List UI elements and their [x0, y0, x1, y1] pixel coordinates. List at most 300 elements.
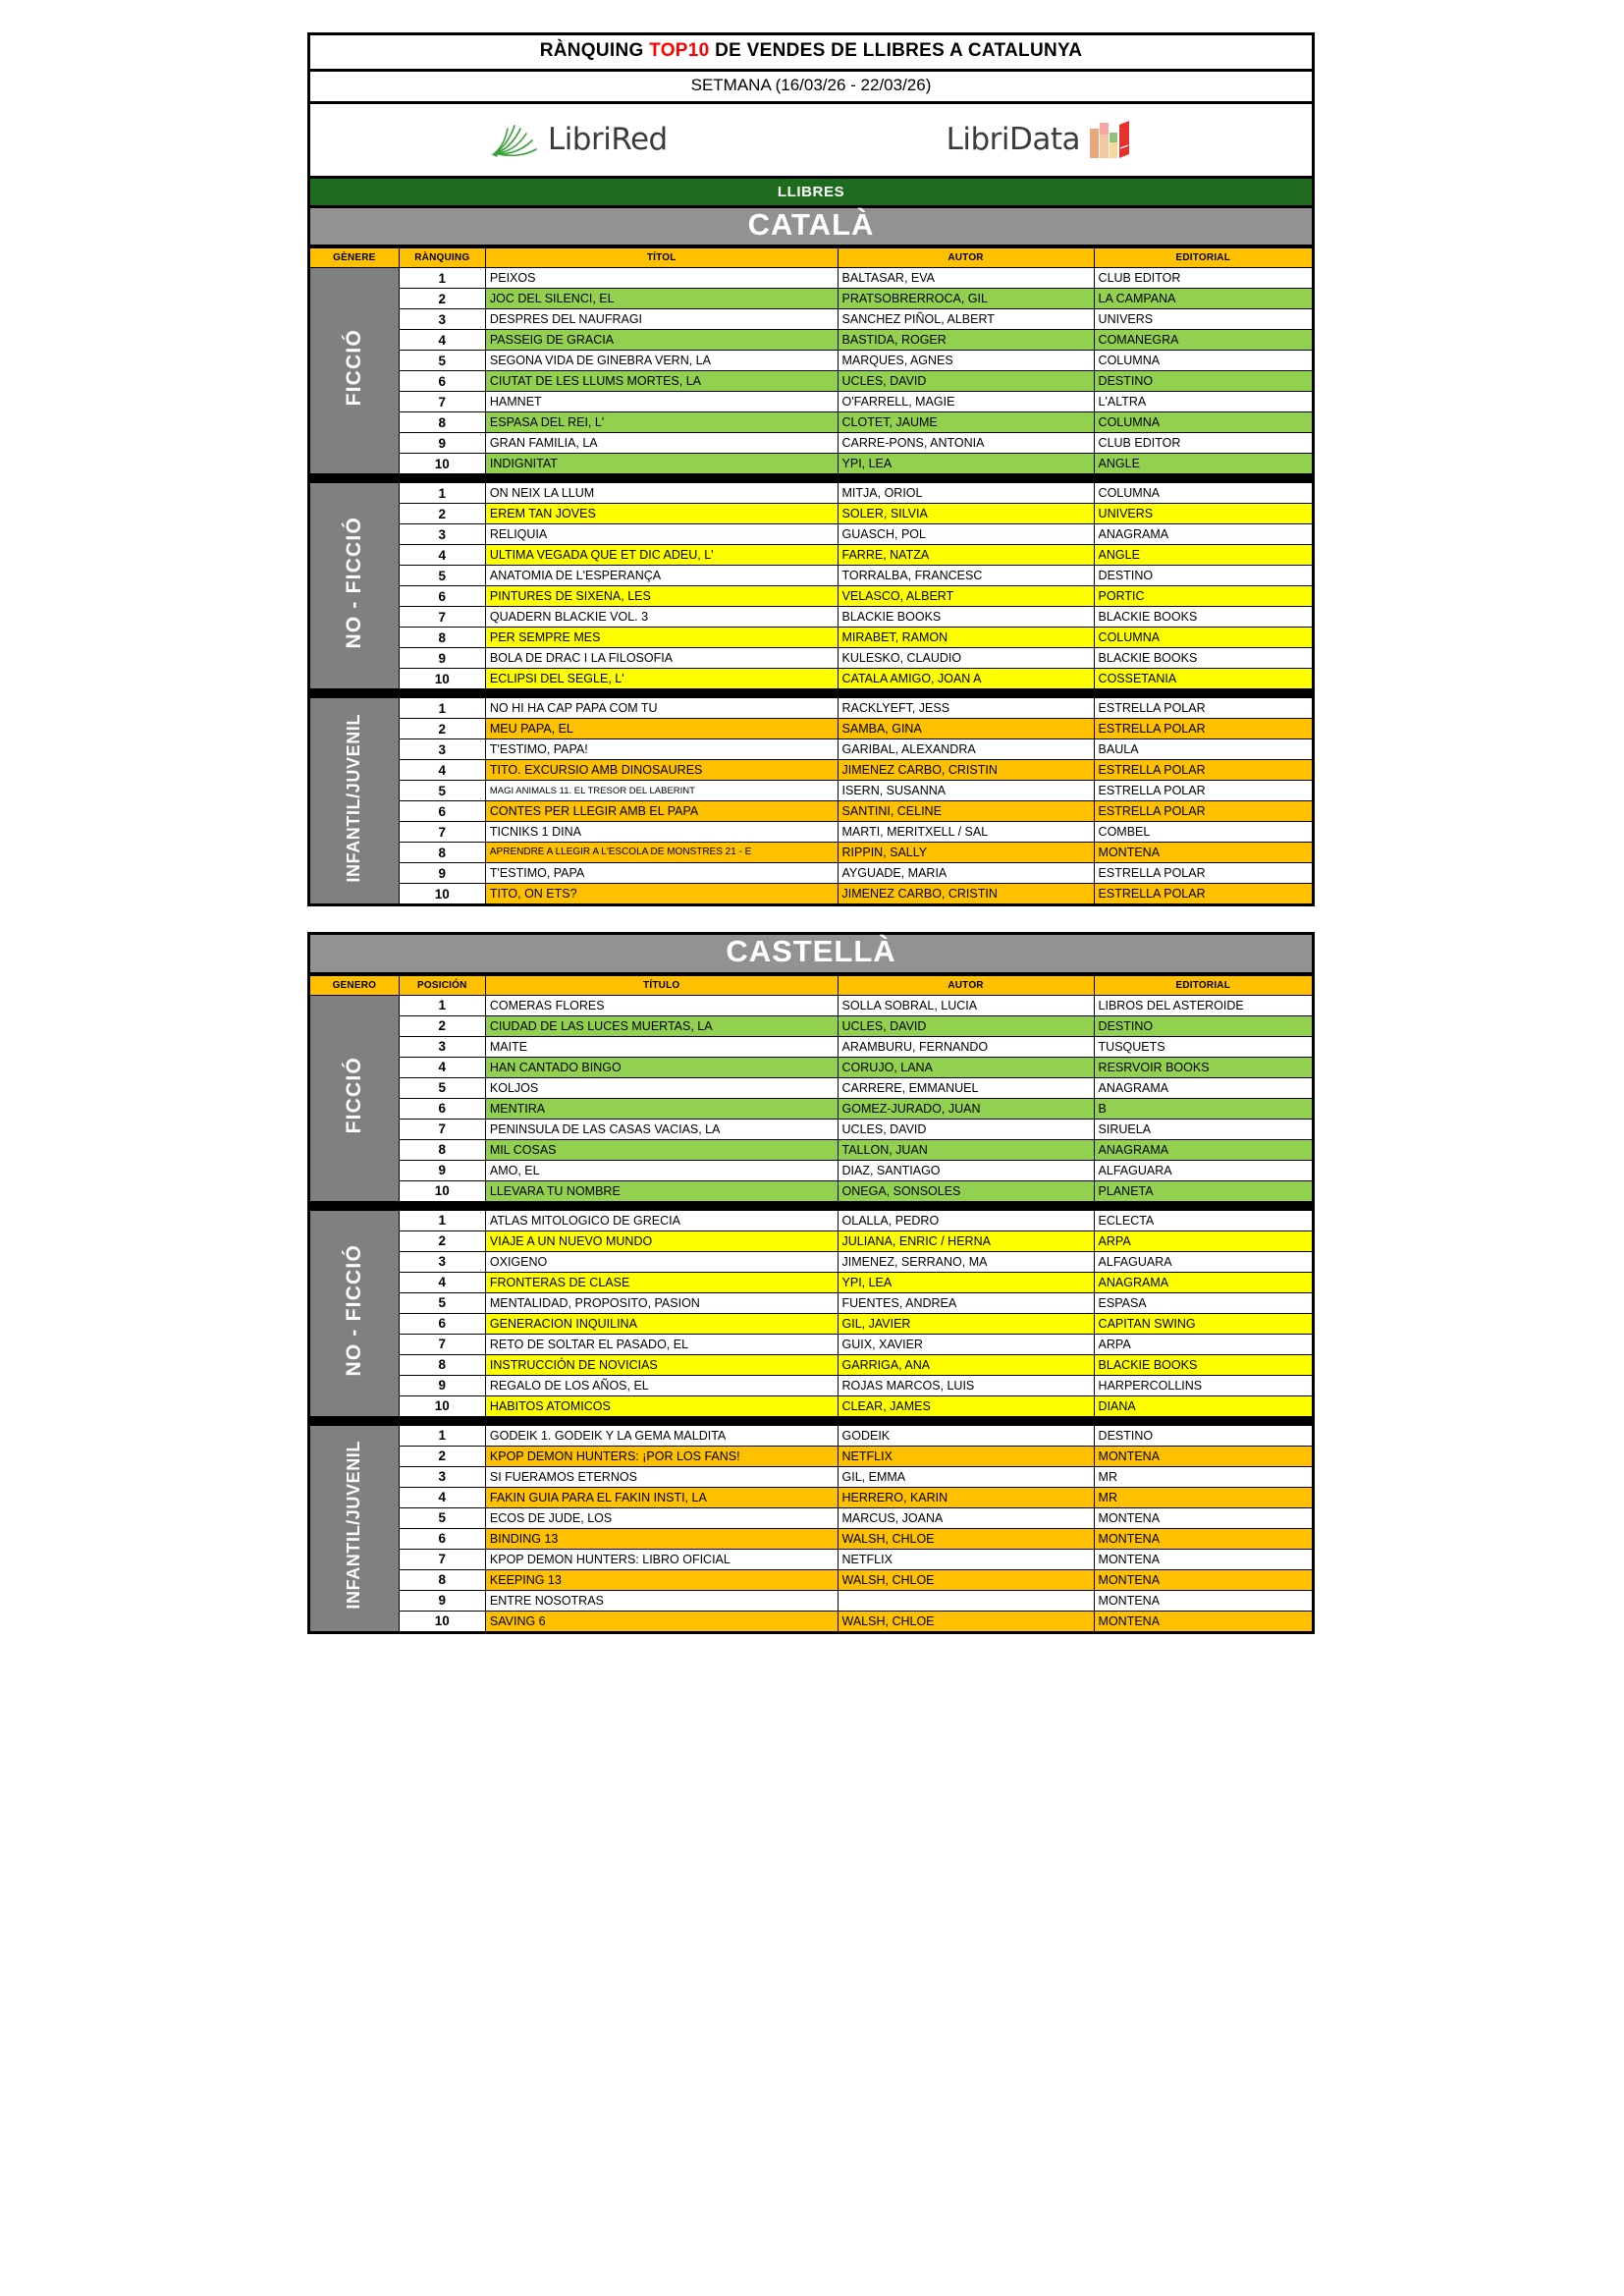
- book-author: CLOTET, JAUME: [838, 412, 1094, 433]
- book-publisher: DESTINO: [1094, 1425, 1313, 1446]
- rank-number: 1: [399, 483, 485, 504]
- book-title: COMERAS FLORES: [485, 995, 838, 1015]
- book-title: FRONTERAS DE CLASE: [485, 1272, 838, 1292]
- rank-number: 8: [399, 843, 485, 863]
- rank-number: 10: [399, 454, 485, 474]
- rank-number: 6: [399, 1313, 485, 1334]
- book-title: ECLIPSI DEL SEGLE, L': [485, 669, 838, 689]
- book-title: BINDING 13: [485, 1528, 838, 1549]
- book-publisher: ARPA: [1094, 1334, 1313, 1354]
- book-publisher: DESTINO: [1094, 1015, 1313, 1036]
- book-title: KPOP DEMON HUNTERS: LIBRO OFICIAL: [485, 1549, 838, 1569]
- rank-number: 2: [399, 719, 485, 739]
- book-title: HAN CANTADO BINGO: [485, 1057, 838, 1077]
- book-publisher: L'ALTRA: [1094, 392, 1313, 412]
- rank-number: 1: [399, 1425, 485, 1446]
- ranking-table-castellà: [307, 975, 1315, 1634]
- rank-number: 4: [399, 1487, 485, 1507]
- book-publisher: MONTENA: [1094, 1590, 1313, 1611]
- book-title: MAGI ANIMALS 11. EL TRESOR DEL LABERINT: [485, 781, 838, 801]
- rank-number: 10: [399, 884, 485, 905]
- book-title: MENTIRA: [485, 1098, 838, 1119]
- table-row: [309, 648, 1314, 669]
- genre-label-infantil-juvenil: INFANTIL/JUVENIL: [309, 1425, 400, 1632]
- book-author: PRATSOBRERROCA, GIL: [838, 289, 1094, 309]
- book-title: ESPASA DEL REI, L': [485, 412, 838, 433]
- table-row: [309, 1292, 1314, 1313]
- book-author: GUIX, XAVIER: [838, 1334, 1094, 1354]
- book-publisher: SIRUELA: [1094, 1119, 1313, 1139]
- book-publisher: MONTENA: [1094, 1507, 1313, 1528]
- rank-number: 10: [399, 669, 485, 689]
- table-row: [309, 1528, 1314, 1549]
- book-author: JULIANA, ENRIC / HERNA: [838, 1230, 1094, 1251]
- book-author: GARIBAL, ALEXANDRA: [838, 739, 1094, 760]
- book-title: PINTURES DE SIXENA, LES: [485, 586, 838, 607]
- rank-number: 5: [399, 1077, 485, 1098]
- rank-number: 7: [399, 1334, 485, 1354]
- table-row: [309, 268, 1314, 289]
- table-row: [309, 607, 1314, 628]
- book-publisher: ESTRELLA POLAR: [1094, 719, 1313, 739]
- rank-number: 3: [399, 1036, 485, 1057]
- book-author: NETFLIX: [838, 1446, 1094, 1466]
- table-row: [309, 1160, 1314, 1180]
- table-row: [309, 566, 1314, 586]
- book-publisher: HARPERCOLLINS: [1094, 1375, 1313, 1395]
- band-llibres: LLIBRES: [307, 179, 1315, 208]
- book-publisher: ESPASA: [1094, 1292, 1313, 1313]
- book-author: BASTIDA, ROGER: [838, 330, 1094, 351]
- book-author: TALLON, JUAN: [838, 1139, 1094, 1160]
- book-publisher: BLACKIE BOOKS: [1094, 1354, 1313, 1375]
- book-title: MIL COSAS: [485, 1139, 838, 1160]
- book-publisher: MONTENA: [1094, 1569, 1313, 1590]
- book-author: WALSH, CHLOE: [838, 1528, 1094, 1549]
- rank-number: 5: [399, 1507, 485, 1528]
- libri-data-logo: [947, 119, 1133, 160]
- table-row: [309, 351, 1314, 371]
- rank-number: 2: [399, 289, 485, 309]
- book-title: TICNIKS 1 DINA: [485, 822, 838, 843]
- book-title: CIUTAT DE LES LLUMS MORTES, LA: [485, 371, 838, 392]
- book-title: PASSEIG DE GRACIA: [485, 330, 838, 351]
- rank-number: 1: [399, 1210, 485, 1230]
- book-author: CLEAR, JAMES: [838, 1395, 1094, 1416]
- rank-number: 8: [399, 1569, 485, 1590]
- book-title: TITO. EXCURSIO AMB DINOSAURES: [485, 760, 838, 781]
- table-header-row: [309, 248, 1314, 268]
- rank-number: 8: [399, 412, 485, 433]
- book-title: OXIGENO: [485, 1251, 838, 1272]
- rank-number: 4: [399, 330, 485, 351]
- book-title: RETO DE SOLTAR EL PASADO, EL: [485, 1334, 838, 1354]
- rank-number: 3: [399, 524, 485, 545]
- rank-number: 5: [399, 351, 485, 371]
- rank-number: 9: [399, 1160, 485, 1180]
- group-separator: [309, 1201, 1314, 1210]
- rank-number: 4: [399, 760, 485, 781]
- table-row: [309, 843, 1314, 863]
- title-post: DE VENDES DE LLIBRES A CATALUNYA: [709, 40, 1083, 61]
- table-row: [309, 330, 1314, 351]
- book-publisher: ESTRELLA POLAR: [1094, 884, 1313, 905]
- book-author: ARAMBURU, FERNANDO: [838, 1036, 1094, 1057]
- table-row: [309, 586, 1314, 607]
- column-header-rank: RÀNQUING: [399, 248, 485, 268]
- table-row: [309, 1354, 1314, 1375]
- table-row: [309, 801, 1314, 822]
- book-author: GODEIK: [838, 1425, 1094, 1446]
- book-author: GOMEZ-JURADO, JUAN: [838, 1098, 1094, 1119]
- rank-number: 3: [399, 1251, 485, 1272]
- book-publisher: B: [1094, 1098, 1313, 1119]
- column-header-author: AUTOR: [838, 975, 1094, 995]
- book-publisher: ESTRELLA POLAR: [1094, 781, 1313, 801]
- book-author: AYGUADE, MARIA: [838, 863, 1094, 884]
- book-publisher: ANAGRAMA: [1094, 1139, 1313, 1160]
- book-publisher: ESTRELLA POLAR: [1094, 863, 1313, 884]
- book-author: FARRE, NATZA: [838, 545, 1094, 566]
- table-row: [309, 1425, 1314, 1446]
- book-publisher: ESTRELLA POLAR: [1094, 801, 1313, 822]
- table-row: [309, 504, 1314, 524]
- book-publisher: ANAGRAMA: [1094, 524, 1313, 545]
- book-title: T'ESTIMO, PAPA: [485, 863, 838, 884]
- table-row: [309, 1057, 1314, 1077]
- column-header-author: AUTOR: [838, 248, 1094, 268]
- book-publisher: ANGLE: [1094, 545, 1313, 566]
- book-publisher: BAULA: [1094, 739, 1313, 760]
- book-title: ATLAS MITOLOGICO DE GRECIA: [485, 1210, 838, 1230]
- book-publisher: ARPA: [1094, 1230, 1313, 1251]
- table-row: [309, 1446, 1314, 1466]
- book-title: INSTRUCCIÓN DE NOVICIAS: [485, 1354, 838, 1375]
- book-author: SANCHEZ PIÑOL, ALBERT: [838, 309, 1094, 330]
- rank-number: 8: [399, 1354, 485, 1375]
- rank-number: 10: [399, 1611, 485, 1632]
- band-language-castellà: CASTELLÀ: [307, 932, 1315, 975]
- book-title: GENERACION INQUILINA: [485, 1313, 838, 1334]
- rank-number: 7: [399, 392, 485, 412]
- book-publisher: LA CAMPANA: [1094, 289, 1313, 309]
- table-row: [309, 1098, 1314, 1119]
- book-title: KPOP DEMON HUNTERS: ¡POR LOS FANS!: [485, 1446, 838, 1466]
- table-row: [309, 884, 1314, 905]
- book-publisher: ANGLE: [1094, 454, 1313, 474]
- rank-number: 4: [399, 1272, 485, 1292]
- book-author: DIAZ, SANTIAGO: [838, 1160, 1094, 1180]
- book-publisher: ALFAGUARA: [1094, 1160, 1313, 1180]
- book-title: EREM TAN JOVES: [485, 504, 838, 524]
- book-author: MIRABET, RAMON: [838, 628, 1094, 648]
- book-author: GIL, JAVIER: [838, 1313, 1094, 1334]
- book-publisher: DESTINO: [1094, 566, 1313, 586]
- rank-number: 9: [399, 1590, 485, 1611]
- fan-leaf-icon: [489, 120, 540, 159]
- title-pre: RÀNQUING: [539, 40, 650, 61]
- book-author: ONEGA, SONSOLES: [838, 1180, 1094, 1201]
- book-publisher: UNIVERS: [1094, 309, 1313, 330]
- table-row: [309, 433, 1314, 454]
- book-title: PEIXOS: [485, 268, 838, 289]
- rank-number: 8: [399, 1139, 485, 1160]
- book-title: ANATOMIA DE L'ESPERANÇA: [485, 566, 838, 586]
- book-title: ENTRE NOSOTRAS: [485, 1590, 838, 1611]
- table-row: [309, 1395, 1314, 1416]
- book-title: ULTIMA VEGADA QUE ET DIC ADEU, L': [485, 545, 838, 566]
- table-row: [309, 1230, 1314, 1251]
- book-publisher: COLUMNA: [1094, 412, 1313, 433]
- book-author: RACKLYEFT, JESS: [838, 698, 1094, 719]
- book-title: MAITE: [485, 1036, 838, 1057]
- table-row: [309, 1313, 1314, 1334]
- book-title: KEEPING 13: [485, 1569, 838, 1590]
- table-row: [309, 1139, 1314, 1160]
- rank-number: 8: [399, 628, 485, 648]
- book-publisher: COLUMNA: [1094, 483, 1313, 504]
- rank-number: 6: [399, 1098, 485, 1119]
- rank-number: 4: [399, 1057, 485, 1077]
- book-title: RELIQUIA: [485, 524, 838, 545]
- column-header-title: TÍTULO: [485, 975, 838, 995]
- book-title: REGALO DE LOS AÑOS, EL: [485, 1375, 838, 1395]
- libri-red-logo-text: LibriRed: [547, 122, 668, 158]
- rank-number: 2: [399, 1230, 485, 1251]
- book-title: FAKIN GUIA PARA EL FAKIN INSTI, LA: [485, 1487, 838, 1507]
- rank-number: 10: [399, 1180, 485, 1201]
- book-author: O'FARRELL, MAGIE: [838, 392, 1094, 412]
- book-title: MENTALIDAD, PROPOSITO, PASION: [485, 1292, 838, 1313]
- book-author: MARTI, MERITXELL / SAL: [838, 822, 1094, 843]
- rank-number: 1: [399, 995, 485, 1015]
- book-publisher: COMANEGRA: [1094, 330, 1313, 351]
- book-author: GUASCH, POL: [838, 524, 1094, 545]
- book-title: QUADERN BLACKIE VOL. 3: [485, 607, 838, 628]
- book-publisher: ESTRELLA POLAR: [1094, 760, 1313, 781]
- book-author: MARQUES, AGNES: [838, 351, 1094, 371]
- book-publisher: DIANA: [1094, 1395, 1313, 1416]
- book-author: UCLES, DAVID: [838, 1119, 1094, 1139]
- book-title: PENINSULA DE LAS CASAS VACIAS, LA: [485, 1119, 838, 1139]
- book-title: T'ESTIMO, PAPA!: [485, 739, 838, 760]
- table-row: [309, 669, 1314, 689]
- rank-number: 7: [399, 1119, 485, 1139]
- book-author: SOLER, SILVIA: [838, 504, 1094, 524]
- sections-root: [307, 208, 1315, 1634]
- group-separator: [309, 474, 1314, 483]
- book-title: CIUDAD DE LAS LUCES MUERTAS, LA: [485, 1015, 838, 1036]
- book-author: BLACKIE BOOKS: [838, 607, 1094, 628]
- table-row: [309, 1119, 1314, 1139]
- logo-bar: [307, 104, 1315, 179]
- rank-number: 3: [399, 739, 485, 760]
- table-row: [309, 1507, 1314, 1528]
- book-author: [838, 1590, 1094, 1611]
- rank-number: 10: [399, 1395, 485, 1416]
- book-publisher: COSSETANIA: [1094, 669, 1313, 689]
- book-title: AMO, EL: [485, 1160, 838, 1180]
- book-title: KOLJOS: [485, 1077, 838, 1098]
- table-row: [309, 1590, 1314, 1611]
- ranking-sheet: [307, 32, 1315, 1634]
- rank-number: 5: [399, 781, 485, 801]
- book-title: SAVING 6: [485, 1611, 838, 1632]
- genre-label-ficci-: FICCIÓ: [309, 995, 400, 1201]
- table-row: [309, 1077, 1314, 1098]
- book-author: MARCUS, JOANA: [838, 1507, 1094, 1528]
- rank-number: 3: [399, 1466, 485, 1487]
- rank-number: 1: [399, 698, 485, 719]
- table-row: [309, 719, 1314, 739]
- book-publisher: MONTENA: [1094, 1528, 1313, 1549]
- table-row: [309, 1375, 1314, 1395]
- book-author: UCLES, DAVID: [838, 1015, 1094, 1036]
- book-author: CORUJO, LANA: [838, 1057, 1094, 1077]
- table-row: [309, 1611, 1314, 1632]
- book-title: INDIGNITAT: [485, 454, 838, 474]
- book-publisher: TUSQUETS: [1094, 1036, 1313, 1057]
- book-author: RIPPIN, SALLY: [838, 843, 1094, 863]
- column-header-genre: GÈNERE: [309, 248, 400, 268]
- table-row: [309, 628, 1314, 648]
- book-author: KULESKO, CLAUDIO: [838, 648, 1094, 669]
- table-header-row: [309, 975, 1314, 995]
- rank-number: 5: [399, 566, 485, 586]
- book-author: ROJAS MARCOS, LUIS: [838, 1375, 1094, 1395]
- page-title: [307, 32, 1315, 72]
- book-title: HABITOS ATOMICOS: [485, 1395, 838, 1416]
- book-publisher: MR: [1094, 1487, 1313, 1507]
- book-title: TITO, ON ETS?: [485, 884, 838, 905]
- book-publisher: UNIVERS: [1094, 504, 1313, 524]
- table-row: [309, 781, 1314, 801]
- column-header-title: TÍTOL: [485, 248, 838, 268]
- book-author: CATALA AMIGO, JOAN A: [838, 669, 1094, 689]
- table-row: [309, 1180, 1314, 1201]
- rank-number: 7: [399, 822, 485, 843]
- rank-number: 6: [399, 371, 485, 392]
- table-row: [309, 698, 1314, 719]
- table-row: [309, 1334, 1314, 1354]
- rank-number: 1: [399, 268, 485, 289]
- table-row: [309, 822, 1314, 843]
- book-author: HERRERO, KARIN: [838, 1487, 1094, 1507]
- book-title: JOC DEL SILENCI, EL: [485, 289, 838, 309]
- book-title: GRAN FAMILIA, LA: [485, 433, 838, 454]
- book-author: SOLLA SOBRAL, LUCIA: [838, 995, 1094, 1015]
- table-row: [309, 1569, 1314, 1590]
- table-row: [309, 309, 1314, 330]
- table-row: [309, 1210, 1314, 1230]
- rank-number: 6: [399, 586, 485, 607]
- book-author: MITJA, ORIOL: [838, 483, 1094, 504]
- book-author: TORRALBA, FRANCESC: [838, 566, 1094, 586]
- table-row: [309, 371, 1314, 392]
- table-row: [309, 1549, 1314, 1569]
- rank-number: 9: [399, 1375, 485, 1395]
- rank-number: 6: [399, 1528, 485, 1549]
- book-author: SANTINI, CELINE: [838, 801, 1094, 822]
- table-row: [309, 545, 1314, 566]
- book-title: ECOS DE JUDE, LOS: [485, 1507, 838, 1528]
- book-author: GARRIGA, ANA: [838, 1354, 1094, 1375]
- rank-number: 2: [399, 1446, 485, 1466]
- table-row: [309, 412, 1314, 433]
- book-publisher: RESRVOIR BOOKS: [1094, 1057, 1313, 1077]
- book-publisher: ANAGRAMA: [1094, 1077, 1313, 1098]
- book-author: JIMENEZ CARBO, CRISTIN: [838, 760, 1094, 781]
- book-author: YPI, LEA: [838, 1272, 1094, 1292]
- column-header-genre: GENERO: [309, 975, 400, 995]
- genre-label-infantil-juvenil: INFANTIL/JUVENIL: [309, 698, 400, 905]
- book-title: NO HI HA CAP PAPA COM TU: [485, 698, 838, 719]
- book-title: PER SEMPRE MES: [485, 628, 838, 648]
- book-title: GODEIK 1. GODEIK Y LA GEMA MALDITA: [485, 1425, 838, 1446]
- book-publisher: COLUMNA: [1094, 351, 1313, 371]
- book-title: HAMNET: [485, 392, 838, 412]
- column-header-publisher: EDITORIAL: [1094, 975, 1313, 995]
- libri-data-logo-text: LibriData: [946, 122, 1081, 158]
- table-row: [309, 1487, 1314, 1507]
- book-author: SAMBA, GINA: [838, 719, 1094, 739]
- table-row: [309, 392, 1314, 412]
- book-publisher: ALFAGUARA: [1094, 1251, 1313, 1272]
- table-row: [309, 863, 1314, 884]
- book-author: WALSH, CHLOE: [838, 1569, 1094, 1590]
- book-publisher: ECLECTA: [1094, 1210, 1313, 1230]
- group-separator: [309, 689, 1314, 698]
- rank-number: 4: [399, 545, 485, 566]
- rank-number: 9: [399, 863, 485, 884]
- genre-label-no-ficci-: NO - FICCIÓ: [309, 1210, 400, 1416]
- table-row: [309, 1272, 1314, 1292]
- book-title: BOLA DE DRAC I LA FILOSOFIA: [485, 648, 838, 669]
- table-row: [309, 1466, 1314, 1487]
- book-publisher: ANAGRAMA: [1094, 1272, 1313, 1292]
- book-author: JIMENEZ CARBO, CRISTIN: [838, 884, 1094, 905]
- book-publisher: MR: [1094, 1466, 1313, 1487]
- week-range: SETMANA (16/03/26 - 22/03/26): [307, 72, 1315, 104]
- group-separator: [309, 1416, 1314, 1425]
- book-title: LLEVARA TU NOMBRE: [485, 1180, 838, 1201]
- genre-label-ficci-: FICCIÓ: [309, 268, 400, 474]
- table-row: [309, 524, 1314, 545]
- table-row: [309, 483, 1314, 504]
- table-row: [309, 739, 1314, 760]
- table-row: [309, 454, 1314, 474]
- book-publisher: BLACKIE BOOKS: [1094, 607, 1313, 628]
- book-author: BALTASAR, EVA: [838, 268, 1094, 289]
- book-title: DESPRES DEL NAUFRAGI: [485, 309, 838, 330]
- ranking-table-català: [307, 247, 1315, 906]
- book-publisher: CLUB EDITOR: [1094, 268, 1313, 289]
- book-title: ON NEIX LA LLUM: [485, 483, 838, 504]
- table-row: [309, 1251, 1314, 1272]
- book-title: CONTES PER LLEGIR AMB EL PAPA: [485, 801, 838, 822]
- rank-number: 2: [399, 1015, 485, 1036]
- book-title: SEGONA VIDA DE GINEBRA VERN, LA: [485, 351, 838, 371]
- book-title: MEU PAPA, EL: [485, 719, 838, 739]
- book-publisher: PORTIC: [1094, 586, 1313, 607]
- table-row: [309, 760, 1314, 781]
- book-publisher: CLUB EDITOR: [1094, 433, 1313, 454]
- book-publisher: PLANETA: [1094, 1180, 1313, 1201]
- book-publisher: COLUMNA: [1094, 628, 1313, 648]
- rank-number: 9: [399, 648, 485, 669]
- book-publisher: MONTENA: [1094, 843, 1313, 863]
- column-header-rank: POSICIÓN: [399, 975, 485, 995]
